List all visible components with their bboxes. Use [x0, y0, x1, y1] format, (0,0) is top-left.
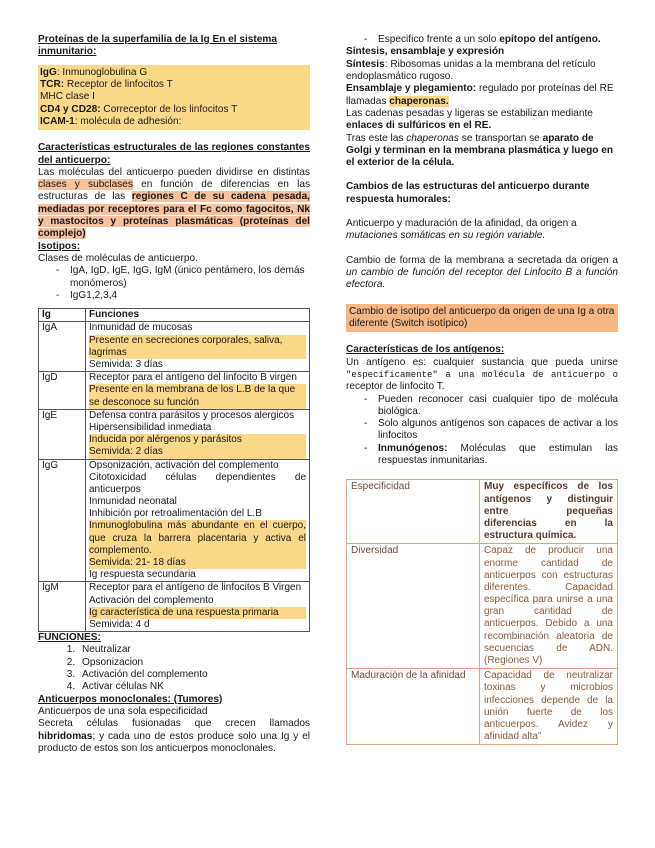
table-cell-ig: IgD — [39, 372, 86, 410]
table-row — [347, 669, 618, 745]
table-cell-ig: IgG — [39, 459, 86, 582]
function-line: Semivida: 4 d — [89, 618, 150, 630]
isotipos-list — [38, 265, 310, 302]
table-cell-funciones — [86, 582, 310, 632]
list-item: - IgA, IgD, IgE, IgG, IgM (único pentámero, los demás monómeros) — [38, 265, 310, 290]
cambios-p2-text: Cambio de forma de la membrana a secretada da origen a — [346, 254, 618, 266]
isotipos-title: Isotipos: — [38, 240, 81, 252]
epitope-list — [346, 34, 618, 46]
table-cell-value: Muy específicos de los antígenos y distinguir entre pequeñas diferencias en la estructura química. — [480, 480, 618, 544]
function-line: Opsonización, activación del complemento — [89, 459, 279, 471]
cambios-p2 — [346, 255, 618, 292]
definition-desc: : Inmunoglobulina G — [56, 66, 148, 78]
definition-item — [40, 91, 308, 103]
table-cell-ig: IgA — [39, 322, 86, 372]
table-row — [39, 322, 310, 372]
table-cell-funciones — [86, 459, 310, 582]
struct-paragraph — [38, 167, 310, 241]
table-header-funciones: Funciones — [86, 309, 310, 322]
antigenos-title: Características de los antígenos: — [346, 344, 505, 356]
epi-text: Especifico frente a un solo — [378, 34, 500, 45]
antigenos-paragraph — [346, 357, 618, 394]
struct-text-1: Las moléculas del anticuerpo pueden dividirse en distintas — [38, 166, 310, 178]
definition-item — [40, 67, 308, 79]
list-item: 2. Opsonizacion — [78, 657, 310, 669]
struct-text-3: en función de diferencias en las estructuras de las — [38, 179, 310, 203]
ens-term: Ensamblaje y plegamiento: — [346, 83, 477, 95]
function-line: Semivida: 21- 18 días — [89, 557, 306, 569]
ensamblaje-paragraph — [346, 83, 618, 108]
table-cell-ig: IgE — [39, 409, 86, 459]
list-item: 3. Activación del complemento — [78, 669, 310, 681]
function-line: Ig característica de una respuesta primaria — [89, 607, 306, 619]
sintesis-desc: : Ribosomas unidas a la membrana del retículo endoplasmático rugoso. — [346, 58, 596, 82]
definition-item — [40, 104, 308, 116]
list-item — [346, 443, 618, 468]
ens-desc: regulado por proteínas del RE llamadas — [346, 83, 614, 107]
definition-item — [40, 79, 308, 91]
igsf-definitions — [38, 65, 310, 131]
list-item — [346, 418, 618, 443]
mono-text-3: ; y cada uno de estos produce solo una Ig y el producto de estos son los anticuerpos monoclonales. — [38, 730, 310, 754]
ant-text-2: "específicamente" a una molécula de anticuerpo o — [346, 369, 618, 380]
table-cell-key: Especificidad — [347, 480, 480, 544]
monoclonales-p1: Anticuerpos de una sola especificidad — [38, 706, 208, 717]
epi-bold: epítopo del antígeno. — [499, 34, 601, 45]
list-item: 1. Neutralizar — [78, 644, 310, 656]
cambios-title: Cambios de las estructuras del anticuerpo durante respuesta humorales: — [346, 181, 590, 205]
list-item — [346, 34, 618, 46]
list-item-text: Moléculas que estimulan las respuestas inmunitarias. — [378, 442, 618, 467]
definition-term: IgG — [40, 66, 57, 78]
definition-term: TCR: — [40, 78, 65, 90]
struct-text-2: clases y subclases — [38, 179, 133, 191]
struct-title: Características estructurales de las regiones constantes del anticuerpo: — [38, 142, 310, 166]
ig-functions-table — [38, 308, 310, 632]
cambios-p2-italic: un cambio de función del receptor del Linfocito B a función efectora. — [346, 267, 618, 291]
table-row — [39, 582, 310, 632]
definition-desc: : molécula de adhesión: — [74, 115, 182, 127]
list-item: 4. Activar células NK — [78, 681, 310, 693]
function-line: Inmunidad de mucosas — [89, 322, 193, 334]
sintesis-term: Síntesis — [346, 58, 385, 70]
function-line: Presente en secreciones corporales, saliva, lagrimas — [89, 335, 306, 359]
ant-text-1: Un antígeno es: cualquier sustancia que pueda unirse — [346, 356, 618, 368]
left-column — [38, 34, 310, 755]
function-line: Hipersensibilidad inmediata — [89, 421, 212, 433]
cadenas-paragraph — [346, 108, 618, 133]
definition-desc: Receptor de linfocitos T — [64, 78, 173, 90]
function-line: Defensa contra parásitos y procesos alergicos — [89, 409, 295, 421]
table-row — [347, 480, 618, 544]
table-cell-key: Diversidad — [347, 544, 480, 669]
sintesis-paragraph — [346, 59, 618, 84]
cambios-p1-italic: mutaciones somáticas en su región variable. — [346, 230, 546, 242]
table-cell-funciones — [86, 322, 310, 372]
table-row — [39, 409, 310, 459]
list-item-term: Inmunógenos: — [378, 442, 448, 454]
cad-bold: enlaces di sulfúricos en el RE. — [346, 120, 492, 132]
monoclonales-p2 — [38, 718, 310, 755]
cambios-p1-text: Anticuerpo y maduración de la afinidad, da origen a — [346, 218, 577, 230]
function-line: Presente en la membrana de los L.B de la que se desconoce su función — [89, 384, 306, 408]
definition-term: CD4 y CD28: — [40, 103, 101, 115]
table-cell-value: Capaz de producir una enorme cantidad de anticuerpos con estructuras diferentes. Capacidad específica para unirse a una gran cantidad de anticuerpos. Debido a una recombinación aleatoria de secuencias de ADN. (Regiones V) — [480, 544, 618, 669]
definition-desc: MHC clase I — [40, 91, 95, 103]
definition-term: ICAM-1 — [40, 115, 75, 127]
table-row — [39, 459, 310, 582]
function-line: Receptor para el antígeno del linfocito B virgen — [89, 372, 297, 384]
definition-item — [40, 116, 308, 128]
list-item: - IgG1,2,3,4 — [38, 290, 310, 302]
function-line: Receptor para el antígeno de linfocitos B Virgen — [89, 582, 302, 594]
mono-text-1: Secreta células fusionadas que crecen llamados — [38, 718, 310, 730]
function-line: Inducida por alérgenos y parásitos — [89, 434, 306, 446]
table-cell-funciones — [86, 409, 310, 459]
list-item-text: Pueden reconocer casi cualquier tipo de molécula biológica. — [378, 393, 618, 417]
function-line: Ig respuesta secundaria — [89, 569, 196, 581]
tras-text-2: chaperonas — [406, 132, 459, 144]
funciones-list — [38, 644, 310, 693]
igsf-title: Proteínas de la superfamilia de la Ig En el sistema inmunitario: — [38, 34, 277, 58]
sintesis-title: Síntesis, ensamblaje y expresión — [346, 46, 505, 58]
tras-text-4: aparato de Golgi y terminan en la membrana plasmática y luego en el exterior de la célula. — [346, 132, 614, 169]
table-row — [347, 544, 618, 669]
tras-text-1: Tras este las — [346, 132, 407, 144]
monoclonales-title: Anticuerpos monoclonales: (Tumores) — [38, 693, 223, 705]
right-column — [346, 34, 618, 745]
tras-text-3: se transportan se — [458, 132, 543, 144]
function-line: Activación del complemento — [89, 594, 214, 606]
isotipos-intro: Clases de moléculas de anticuerpo. — [38, 253, 198, 264]
ant-text-3: receptor de linfocito T. — [346, 381, 445, 393]
antibody-characteristics-table — [346, 479, 618, 745]
definition-desc: Correceptor de los linfocitos T — [100, 103, 238, 115]
antigenos-list — [346, 394, 618, 468]
table-header-ig: Ig — [39, 309, 86, 322]
ens-highlight: chaperonas. — [389, 95, 449, 107]
cambios-p1 — [346, 218, 618, 243]
function-line: Semivida: 3 días — [89, 359, 163, 370]
table-row — [39, 372, 310, 410]
function-line: Semivida: 2 días — [89, 446, 306, 458]
funciones-title: FUNCIONES: — [38, 632, 101, 644]
table-cell-ig: IgM — [39, 582, 86, 632]
function-line: Inmunidad neonatal — [89, 496, 177, 508]
function-line: Inmunoglobulina más abundante en el cuerpo, que cruza la barrera placentaria y activa el complemento. — [89, 520, 306, 556]
struct-text-4: regiones C de su cadena pesada, mediadas por receptores para el Fc como fagocitos, Nk y mastocitos y proteínas plasmáticas (proteínas del complejo) — [38, 191, 310, 240]
cad-text: Las cadenas pesadas y ligeras se estabilizan mediante — [346, 107, 593, 119]
cambios-p3-box: Cambio de isotipo del anticuerpo da origen de una Ig a otra diferente (Switch isotípico) — [346, 304, 618, 333]
table-cell-funciones — [86, 372, 310, 410]
tras-paragraph — [346, 133, 618, 170]
list-item-text: Solo algunos antígenos son capaces de activar a los linfocitos — [378, 418, 618, 442]
table-cell-value: Capacidad de neutralizar toxinas y microbios infecciones depende de la unión fuerte de los anticuerpos. Avidez y afinidad alta" — [480, 669, 618, 745]
function-line: Citotoxicidad células dependientes de anticuerpos — [89, 471, 306, 495]
table-cell-key: Maduración de la afinidad — [347, 669, 480, 745]
mono-text-2: hibridomas — [38, 730, 93, 742]
list-item — [346, 394, 618, 419]
function-line: Inhibición por retroalimentación del L.B — [89, 508, 262, 520]
